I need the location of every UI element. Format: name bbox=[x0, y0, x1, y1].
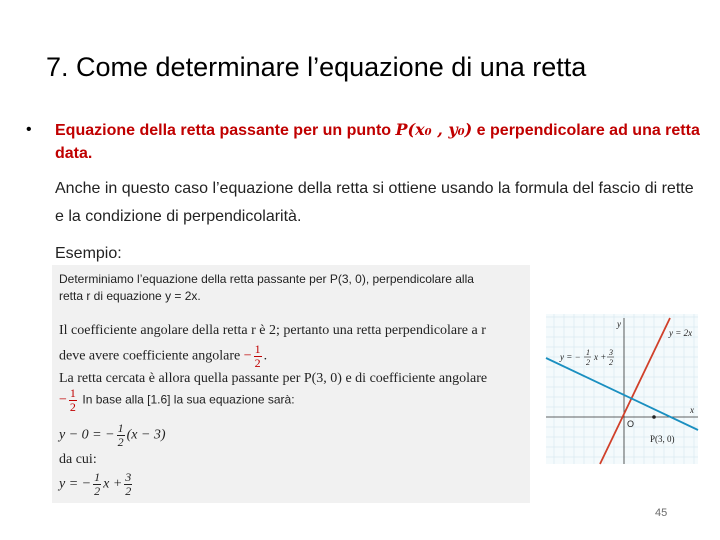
slope-den: 2 bbox=[254, 356, 261, 370]
eq1-den: 2 bbox=[117, 435, 124, 449]
slope-num: 1 bbox=[254, 342, 261, 356]
equation-2-fraction-b bbox=[124, 471, 132, 498]
slope-fraction bbox=[254, 343, 262, 370]
equation-1-right: (x − 3) bbox=[126, 427, 166, 443]
slope-den-2: 2 bbox=[69, 400, 76, 414]
excerpt-da-cui: da cui: bbox=[59, 452, 97, 467]
slope-fraction-2 bbox=[69, 387, 77, 414]
section-heading bbox=[55, 118, 700, 165]
blue-label-left: y = − bbox=[560, 352, 581, 362]
slide-title: 7. Come determinare l’equazione di una retta bbox=[46, 52, 587, 82]
excerpt-line-4 bbox=[59, 343, 267, 370]
point-p bbox=[652, 415, 656, 419]
heading-text-end: e perpendicolare ad una retta data. bbox=[55, 122, 700, 162]
excerpt-line-1: Determiniamo l’equazione della retta passante per P(3, 0), perpendicolare alla bbox=[59, 272, 474, 286]
eq1-num: 1 bbox=[117, 421, 124, 435]
excerpt-line-3: Il coefficiente angolare della retta r è 2; pertanto una retta perpendicolare a r bbox=[59, 323, 486, 338]
slope-neg-sign-2: − bbox=[59, 392, 67, 408]
eq2-den-a: 2 bbox=[94, 484, 101, 498]
heading-text-start: Equazione della retta passante per un punto bbox=[55, 122, 396, 139]
eq2-num-b: 3 bbox=[125, 470, 132, 484]
slope-neg-sign: − bbox=[243, 348, 252, 364]
heading-point: P(x₀ , y₀) bbox=[395, 120, 473, 139]
blue-label-den-1: 2 bbox=[586, 358, 590, 367]
point-p-label: P(3, 0) bbox=[650, 434, 675, 444]
equation-1 bbox=[59, 422, 166, 449]
eq2-num-a: 1 bbox=[94, 470, 101, 484]
bullet-marker: • bbox=[26, 121, 32, 138]
equation-2-mid: x + bbox=[103, 476, 123, 492]
origin-label: O bbox=[627, 419, 635, 429]
blue-label-num-2: 3 bbox=[609, 348, 613, 357]
excerpt-line-6 bbox=[59, 387, 295, 414]
example-label: Esempio: bbox=[55, 245, 122, 262]
equation-2 bbox=[59, 471, 134, 498]
textbook-excerpt bbox=[52, 265, 530, 503]
excerpt-line-6-text: In base alla [1.6] la sua equazione sarà: bbox=[82, 392, 295, 407]
y-axis-label: y bbox=[617, 319, 621, 329]
blue-label-mid: x + bbox=[594, 352, 607, 362]
equation-1-fraction bbox=[117, 422, 125, 449]
line-4-period: . bbox=[263, 348, 268, 364]
equation-2-fraction-a bbox=[93, 471, 101, 498]
excerpt-line-2: retta r di equazione y = 2x. bbox=[59, 289, 201, 303]
equation-2-left: y = − bbox=[59, 476, 92, 492]
blue-label-num-1: 1 bbox=[586, 348, 590, 357]
page-number: 45 bbox=[655, 507, 668, 519]
excerpt-line-4-text: deve avere coefficiente angolare bbox=[59, 348, 241, 364]
blue-label-den-2: 2 bbox=[609, 358, 613, 367]
body-paragraph: Anche in questo caso l’equazione della retta si ottiene usando la formula del fascio di rette e la condizione di perpendicolarità. bbox=[55, 180, 694, 225]
eq2-den-b: 2 bbox=[125, 484, 132, 498]
x-axis-label: x bbox=[690, 405, 694, 415]
coordinate-graph bbox=[538, 312, 700, 470]
slope-num-2: 1 bbox=[69, 386, 76, 400]
red-line-label: y = 2x bbox=[669, 328, 693, 338]
excerpt-line-5: La retta cercata è allora quella passante per P(3, 0) e di coefficiente angolare bbox=[59, 371, 488, 386]
equation-1-left: y − 0 = − bbox=[59, 427, 115, 443]
